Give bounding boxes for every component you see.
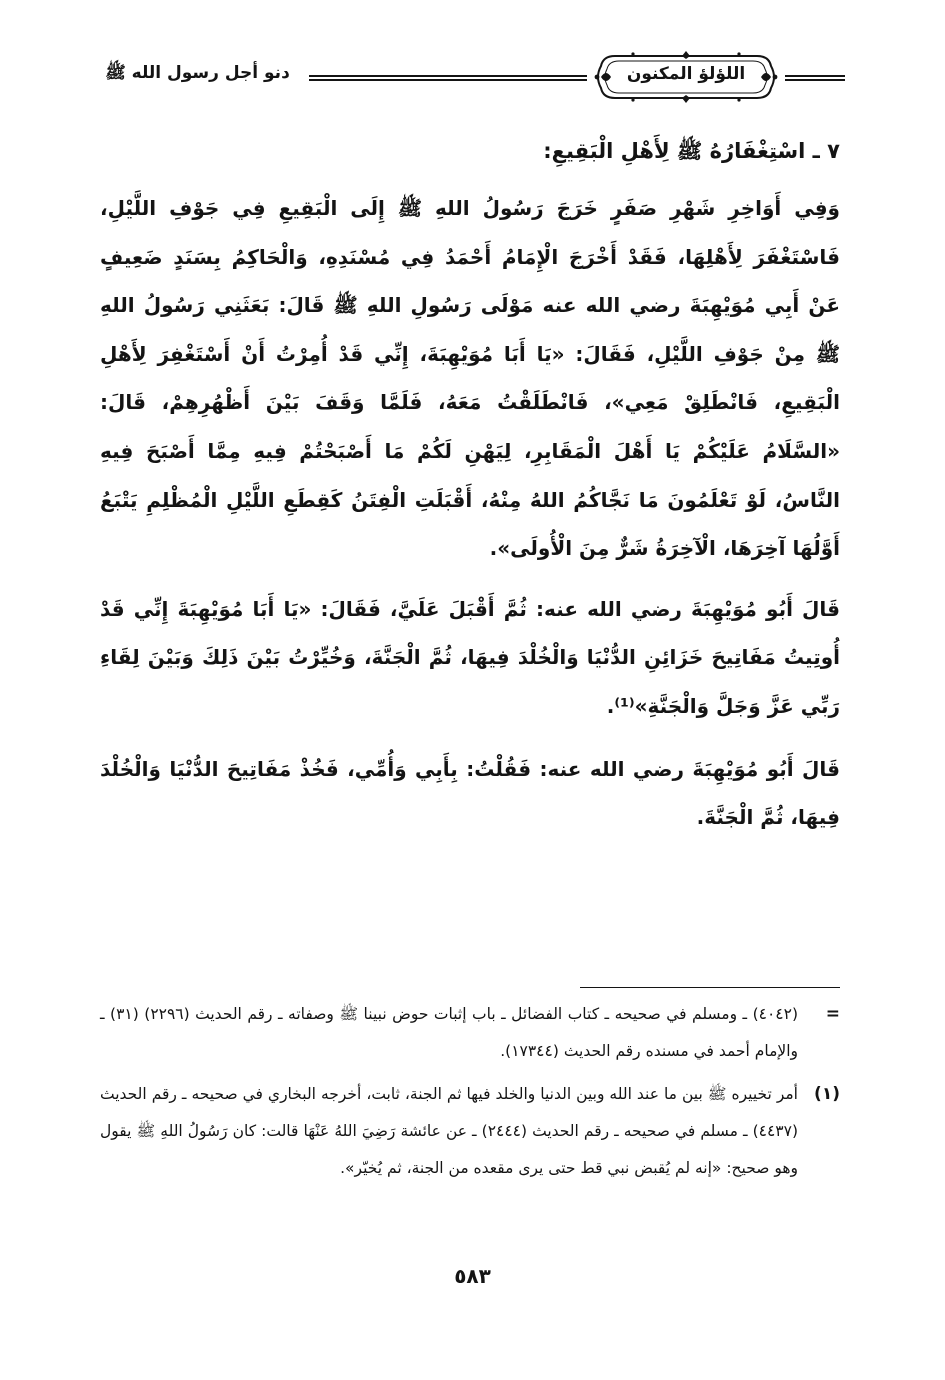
footnote-text: (٤٠٤٢) ـ ومسلم في صحيحه ـ كتاب الفضائل ـ باب إثبات حوض نبينا ﷺ وصفاته ـ رقم الحديث (٢٢٩٦) (٣١) ـ والإمام أحمد في مسنده رقم الحديث (١٧٣٤٤). xyxy=(100,1005,799,1060)
paragraph: وَفِي أَوَاخِرِ شَهْرِ صَفَرٍ خَرَجَ رَسُولُ اللهِ ﷺ إِلَى الْبَقِيعِ فِي جَوْفِ اللَّيْلِ، فَاسْتَغْفَرَ لِأَهْلِهَا، فَقَدْ أَخْرَجَ الْإِمَامُ أَحْمَدُ فِي مُسْنَدِهِ، وَالْحَاكِمُ بِسَنَدٍ ضَعِيفٍ عَنْ أَبِي مُوَيْهِبَةَ رضي الله عنه مَوْلَى رَسُولِ اللهِ ﷺ قَالَ: بَعَثَنِي رَسُولُ اللهِ ﷺ مِنْ جَوْفِ اللَّيْلِ، فَقَالَ: «يَا أَبَا مُوَيْهِبَةَ، إِنِّي قَدْ أُمِرْتُ أَنْ أَسْتَغْفِرَ لِأَهْلِ الْبَقِيعِ، فَانْطَلِقْ مَعِي»، فَانْطَلَقْتُ مَعَهُ، فَلَمَّا وَقَفَ بَيْنَ أَظْهُرِهِمْ، قَالَ: «السَّلَامُ عَلَيْكُمْ يَا أَهْلَ الْمَقَابِرِ، لِيَهْنِ لَكُمْ مَا أَصْبَحْتُمْ فِيهِ مِمَّا أَصْبَحَ فِيهِ النَّاسُ، لَوْ تَعْلَمُونَ مَا نَجَّاكُمُ اللهُ مِنْهُ، أَقْبَلَتِ الْفِتَنُ كَقِطَعِ اللَّيْلِ الْمُظْلِمِ يَتْبَعُ أَوَّلُهَا آخِرَهَا، الْآخِرَةُ شَرٌّ مِنَ الْأُولَى». xyxy=(100,196,840,561)
footnote-divider xyxy=(580,987,840,988)
section-heading: ٧ ـ اسْتِغْفَارُهُ ﷺ لِأَهْلِ الْبَقِيعِ: xyxy=(543,139,840,163)
footnote-mark: = xyxy=(825,1004,840,1024)
footnote-1 xyxy=(100,1076,840,1187)
header-rule-right xyxy=(785,75,845,81)
book-title: اللؤلؤ المكنون xyxy=(626,64,746,84)
page-number: ٥٨٣ xyxy=(454,1264,491,1288)
footnotes xyxy=(100,996,840,1187)
footnote-mark: (١) xyxy=(814,1084,840,1104)
running-header xyxy=(95,50,845,106)
book-title-cartouche xyxy=(593,50,779,104)
footnote-continued xyxy=(100,996,840,1070)
paragraph: قَالَ أَبُو مُوَيْهِبَةَ رضي الله عنه: فَقُلْتُ: بِأَبِي وَأُمِّي، فَخُذْ مَفَاتِيحَ الدُّنْيَا وَالْخُلْدَ فِيهَا، ثُمَّ الْجَنَّةَ. xyxy=(100,756,840,830)
chapter-title: دنو أجل رسول الله ﷺ xyxy=(105,63,290,83)
header-rule-left xyxy=(309,75,587,81)
footnote-text: أمر تخييره ﷺ بين ما عند الله وبين الدنيا والخلد فيها ثم الجنة، ثابت، أخرجه البخاري في صحيحه ـ رقم الحديث (٤٤٣٧) ـ مسلم في صحيحه ـ رقم الحديث (٢٤٤٤) ـ عن عائشة رَضِيَ اللهُ عَنْهَا قالت: كان رَسُولُ اللهِ ﷺ يقول وهو صحيح: «إنه لم يُقبض نبي قط حتى يرى مقعده من الجنة، ثم يُخيّر». xyxy=(100,1085,798,1177)
main-text xyxy=(100,128,840,842)
paragraph: قَالَ أَبُو مُوَيْهِبَةَ رضي الله عنه: ثُمَّ أَقْبَلَ عَلَيَّ، فَقَالَ: «يَا أَبَا مُوَيْهِبَةَ إِنِّي قَدْ أُوتِيتُ مَفَاتِيحَ خَزَائِنِ الدُّنْيَا وَالْخُلْدَ فِيهَا، ثُمَّ الْجَنَّةَ، وَخُيِّرْتُ بَيْنَ ذَلِكَ وَبَيْنَ لِقَاءِ رَبِّي عَزَّ وَجَلَّ وَالْجَنَّةِ»⁽¹⁾. xyxy=(100,596,840,718)
